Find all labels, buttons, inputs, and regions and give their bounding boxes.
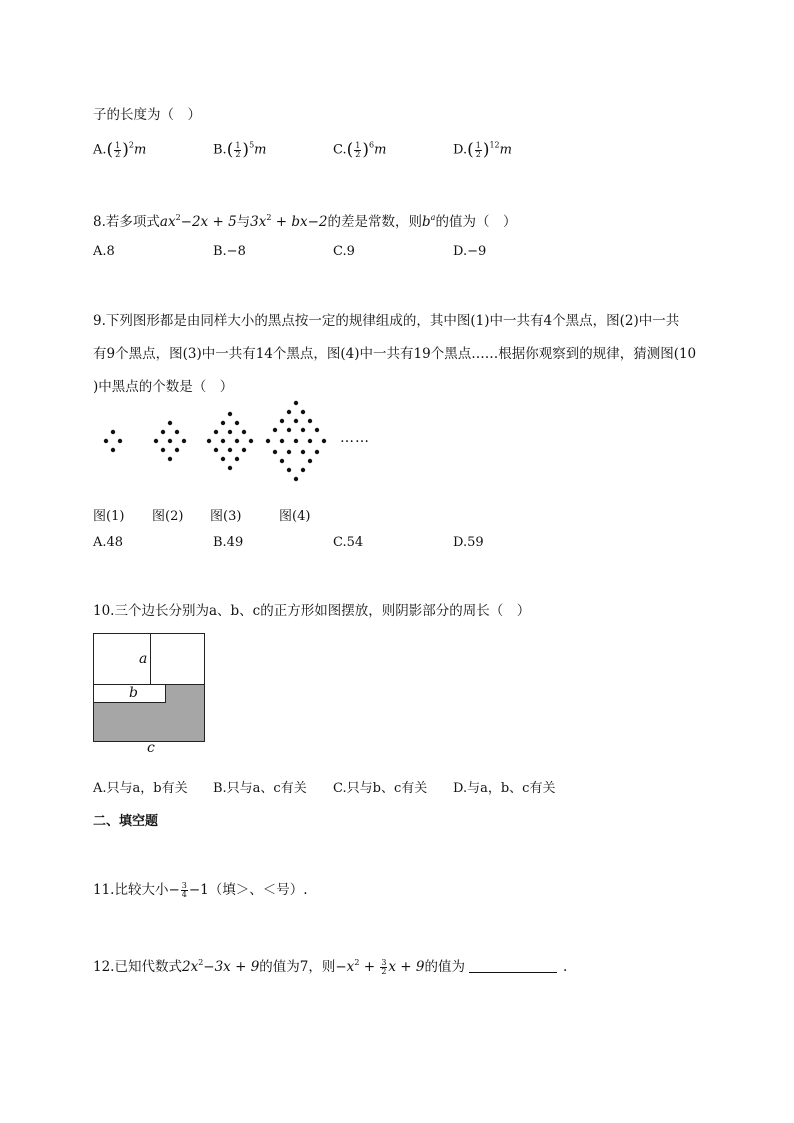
label-a: a [139,651,148,667]
section-heading-fill-in: 二、填空题 [93,814,159,829]
fraction: $\frac{3}{2}$ [381,958,387,976]
fraction: $\frac{1}{2}$ [475,140,481,159]
option-label: B. [213,142,227,158]
q8-option-a[interactable]: A.8 [93,244,115,259]
option-label: D. [453,142,468,158]
figure-1-dots [104,430,122,452]
q11-stem: 11.比较大小− $\frac{3}{4}$ −1（填＞、＜号）. [93,881,308,899]
q12-stem: 12.已知代数式$2x^2-3x + 9$的值为7，则$-x^2$ + $\frac{3}{2}$ x + 9的值为 . [93,958,568,976]
q8-option-b[interactable]: B.−8 [213,244,246,259]
exponent: 2 [128,140,134,150]
exponent: 6 [369,140,375,150]
q8-option-d[interactable]: D.−9 [453,244,487,259]
q7-option-b[interactable]: B.( $\frac{1}{2}$ )$^5$m [213,140,267,160]
label-c: c [147,740,155,756]
exponent: 12 [489,140,500,150]
q9-option-b[interactable]: B.49 [213,535,244,550]
q7-option-d[interactable]: D.( $\frac{1}{2}$ )$^{12}$m [453,140,512,160]
q10-stem: 10.三个边长分别为a、b、c的正方形如图摆放，则阴影部分的周长（ ） [93,603,531,619]
q9-option-c[interactable]: C.54 [333,535,364,550]
label-b: b [129,685,138,701]
q7-option-a[interactable]: A.( $\frac{1}{2}$ )$^2$m [93,140,147,160]
fig-label-2: 图(2) [152,509,184,524]
q10-option-b[interactable]: B.只与a、c有关 [213,781,307,796]
squares-figure [93,633,207,749]
fraction: $\frac{1}{2}$ [115,140,121,159]
figure-3-dots [207,412,253,470]
q9-option-a[interactable]: A.48 [93,535,124,550]
q10-option-a[interactable]: A.只与a，b有关 [93,781,188,796]
q9-stem-line-3: )中黑点的个数是（ ） [93,379,234,395]
option-label: A. [93,142,107,158]
q9-stem-line-1: 9.下列图形都是由同样大小的黑点按一定的规律组成的，其中图(1)中一共有4个黑点，图(2)中一共 [93,313,680,329]
unit: m [254,142,267,158]
square-a [151,634,205,685]
figure-4-dots [266,401,326,481]
unit: m [134,142,147,158]
unit: m [499,142,512,158]
exponent: 5 [249,140,255,150]
fig-label-3: 图(3) [210,509,242,524]
q7-option-c[interactable]: C.( $\frac{1}{2}$ )$^6$m [333,140,387,160]
squares-svg [93,633,207,745]
q8-option-c[interactable]: C.9 [333,244,355,259]
q9-option-d[interactable]: D.59 [453,535,484,550]
option-label: C. [333,142,347,158]
fraction: $\frac{1}{2}$ [355,140,361,159]
unit: m [374,142,387,158]
q7-stem-tail: 子的长度为（ ） [93,107,201,123]
q8-stem: 8.若多项式$ax^2-2x + 5$与$3x^2 + bx-2$的差是常数，则$b^a$的值为（ ） [93,213,517,230]
fig-label-4: 图(4) [279,509,311,524]
fraction: $\frac{1}{2}$ [235,140,241,159]
q9-stem-line-2: 有9个黑点，图(3)中一共有14个黑点，图(4)中一共有19个黑点……根据你观察到的规律，猜测图(10 [93,346,697,362]
q10-option-d[interactable]: D.与a，b、c有关 [453,781,556,796]
q10-option-c[interactable]: C.只与b、c有关 [333,781,428,796]
figure-2-dots [154,421,186,461]
dot-pattern-ellipsis: …… [340,430,370,446]
fraction: $\frac{3}{4}$ [181,881,187,899]
answer-blank[interactable] [469,960,557,973]
fig-label-1: 图(1) [93,509,125,524]
